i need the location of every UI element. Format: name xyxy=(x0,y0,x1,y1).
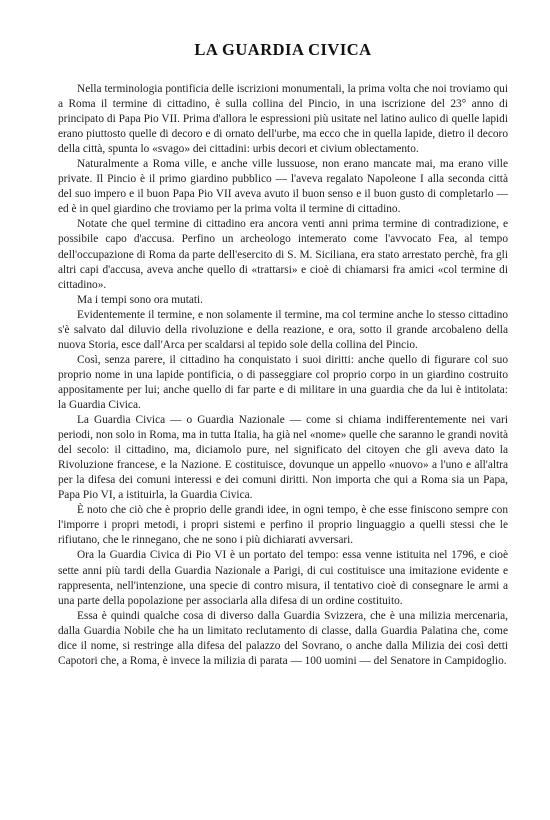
body-text xyxy=(58,82,508,669)
paragraph: Nella terminologia pontificia delle iscrizioni monumentali, la prima volta che noi troviamo qui a Roma il termine di cittadino, è sulla collina del Pincio, in una iscrizione del 23° anno di principato di Papa Pio VII. Prima d'allora le espressioni più usitate nel latino aulico di quelle lapidi erano piuttosto quelle di decoro e di ornato dell'urbe, ma ecco che in quella lapide, dietro il decoro della città, spunta lo «svago» dei cittadini: urbis decori et civium oblectamento. xyxy=(58,83,508,156)
paragraph: Notate che quel termine di cittadino era ancora venti anni prima termine di contradizione, e possibile capo d'accusa. Perfino un archeologo intemerato come l'avvocato Fea, al tempo dell'occupazione di Roma da parte dell'esercito di S. M. Siciliana, era stato arrestato perchè, fra gli altri capi d'accusa, aveva anche quello di «trattarsi» e cioè di chiamarsi fra amici «col termine di cittadino». xyxy=(58,218,508,291)
paragraph: Ora la Guardia Civica di Pio VI è un portato del tempo: essa venne istituita nel 1796, e cioè sette anni più tardi della Guardia Nazionale a Parigi, di cui costituisce una imitazione evidente e rappresenta, nell'intenzione, una specie di contro misura, il tentativo cioè di consegnare le armi a una parte della popolazione per associarla alla difesa di un ordine costituito. xyxy=(58,549,508,607)
paragraph: Essa è quindi qualche cosa di diverso dalla Guardia Svizzera, che è una milizia mercenaria, dalla Guardia Nobile che ha un limitato reclutamento di classe, dalla Guardia Palatina che, come dice il nome, si restringe alla difesa del palazzo del Sovrano, o anche dalla Milizia dei così detti Capotori che, a Roma, è invece la milizia di parata — 100 uomini — del Senatore in Campidoglio. xyxy=(58,609,508,667)
paragraph: Così, senza parere, il cittadino ha conquistato i suoi diritti: anche quello di figurare col suo proprio nome in una lapide pontificia, o di passeggiare col proprio corpo in un giardino costruito appositamente per lui; anche quello di far parte e di militare in una guardia che da lui è intitolata: la Guardia Civica. xyxy=(58,353,508,411)
page-title: LA GUARDIA CIVICA xyxy=(194,40,372,59)
paragraph: Ma i tempi sono ora mutati. xyxy=(77,293,204,306)
paragraph: Evidentemente il termine, e non solamente il termine, ma col termine anche lo stesso cittadino s'è salvato dal diluvio della rivoluzione e della reazione, e ora, sotto il grande arcobaleno della nuova Storia, esce dall'Arca per scaldarsi al tepido sole della collina del Pincio. xyxy=(58,308,508,351)
paragraph: È noto che ciò che è proprio delle grandi idee, in ogni tempo, è che esse finiscono sempre con l'imporre i propri metodi, i propri sistemi e perfino il proprio linguaggio a quelli stessi che le rifiutano, che le rinnegano, che ne sono i più dichiarati avversari. xyxy=(58,504,508,547)
paragraph: Naturalmente a Roma ville, e anche ville lussuose, non erano mancate mai, ma erano ville private. Il Pincio è il primo giardino pubblico — l'aveva regalato Napoleone I alla seconda città del suo impero e il buon Papa Pio VII aveva avuto il buon senso e il buon gusto di completarlo — ed è in quel giardino che troviamo per la prima volta il termine di cittadino. xyxy=(58,158,508,216)
paragraph: La Guardia Civica — o Guardia Nazionale — come si chiama indifferentemente nei vari periodi, non solo in Roma, ma in tutta Italia, ha già nel «nome» quelle che saranno le grandi novità del secolo: il cittadino, ma, diciamolo pure, nel significato del citoyen che gli aveva dato la Rivoluzione francese, e la Nazione. E costituisce, dovunque un appello «nuovo» a l'uno e all'altra per la difesa dei comuni interessi e dei comuni diritti. Non importa che qui a Roma sia un Papa, Papa Pio VI, a istituirla, la Guardia Civica. xyxy=(58,414,508,502)
